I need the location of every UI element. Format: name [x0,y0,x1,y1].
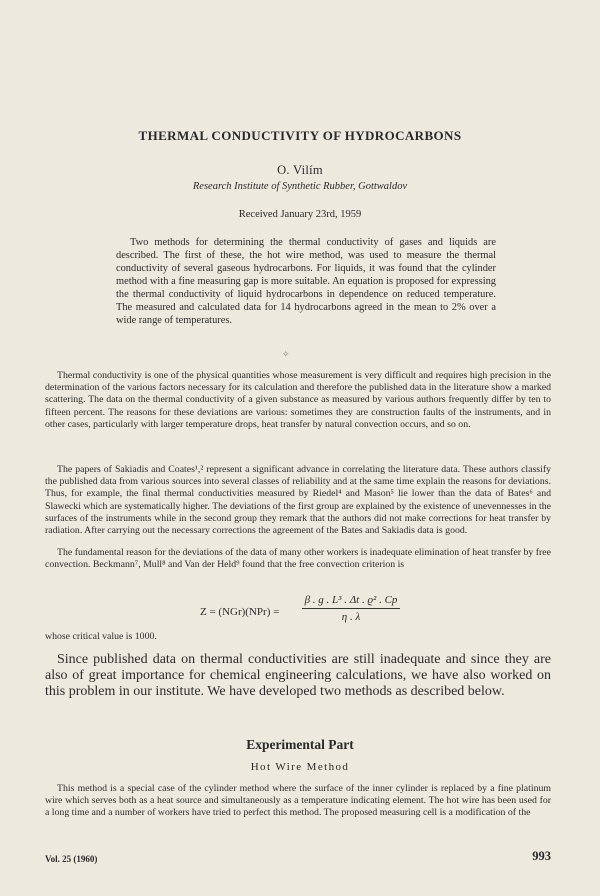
paragraph-large-print: Since published data on thermal conductivities are still inadequate and since they are also of great importance for chemical engineering calculations, we have also worked on this problem in our institute. We have developed two methods as described below. [45,652,551,699]
author-name: O. Vilím [277,163,323,177]
convection-formula [200,594,400,634]
section-heading: Experimental Part [246,737,354,752]
paragraph-critical-value: whose critical value is 1000. [45,631,157,642]
formula-numerator: β . g . L³ . Δt . ϱ² . Cp [302,594,400,609]
paragraph-convection: The fundamental reason for the deviations of the data of many other workers is inadequate elimination of heat transfer by free convection. Beckmann⁷, Mull⁸ and Van der Held⁹ found that the free convection criterion is [45,547,551,571]
formula-fraction [302,594,400,623]
paragraph-hot-wire: This method is a special case of the cylinder method where the surface of the inner cylinder is replaced by a fine platinum wire which serves both as a heat source and simultaneously as a temperature indicating element. The hot wire has been used for a long time and a number of workers have tried to perfect this method. The proposed measuring cell is a modification of the [45,783,551,819]
paragraph-sakiadis: The papers of Sakiadis and Coates¹,² represent a significant advance in correlating the literature data. These authors classify the published data from various sources into several classes of reliability and at the same time explain the reasons for deviations. Thus, for example, the final thermal conductivities measured by Riedel⁴ and Mason⁵ lie lower than the data of Bates⁶ and Slawecki which are systematically higher. The deviations of the first group are explained by the existence of unevennesses in the surfaces of the instruments while in the second group they remark that the authors did not make corrections for heat transfer by radiation. After carrying out the necessary corrections the agreement of the Bates and Sakiadis data is good. [45,464,551,537]
paragraph-intro: Thermal conductivity is one of the physical quantities whose measurement is very difficult and requires high precision in the determination of the various factors necessary for its calculation and therefore the published data in the literature show a marked scattering. The data on the thermal conductivity of a given substance as measured by various authors frequently differ by ten to fifteen percent. The reasons for these deviations are various: sometimes they are construction faults of the instruments, and in other cases, particularly with larger temperature drops, heat transfer by natural convection occurs, and so on. [45,370,551,430]
affiliation: Research Institute of Synthetic Rubber, Gottwaldov [192,181,408,192]
formula-denominator: η . λ [341,611,361,623]
journal-volume: Vol. 25 (1960) [45,854,98,864]
article-title: THERMAL CONDUCTIVITY OF HYDROCARBONS [138,128,462,143]
subsection-heading: Hot Wire Method [250,761,350,773]
received-date: Received January 23rd, 1959 [238,209,362,220]
page-number: 993 [532,849,551,863]
formula-lhs: Z = (NGr)(NPr) = [200,606,280,618]
abstract: Two methods for determining the thermal conductivity of gases and liquids are described. The first of these, the hot wire method, was used to measure the thermal conductivity of several gaseous hydrocarbons. For liquids, it was found that the cylinder method with a fine measuring gap is more suitable. An equation is proposed for expressing the thermal conductivity of liquid hydrocarbons in dependence on reduced temperature. The measured and calculated data for 14 hydrocarbons agreed in the mean to 2% over a wide range of temperatures. [116,237,496,326]
scan-mark: ✧ [282,349,290,359]
